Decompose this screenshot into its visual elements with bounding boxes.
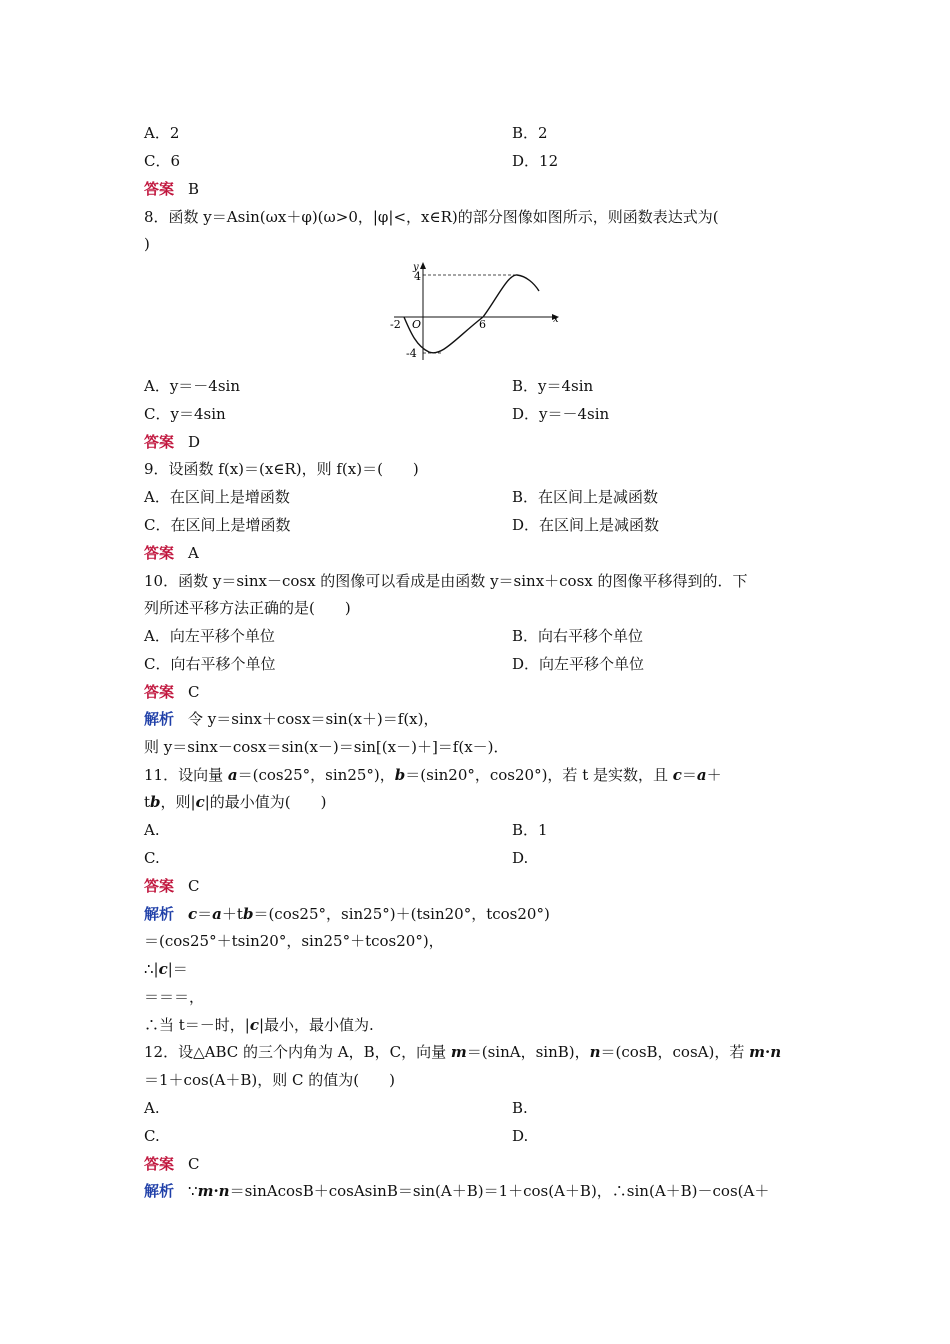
q8-sine-graph — [384, 258, 564, 368]
vector-n: n — [589, 1043, 601, 1061]
q10-analysis-line2: 则 y＝sinx－cosx＝sin(x－)＝sin[(x－)＋]＝f(x－)． — [144, 738, 509, 756]
q8-stem-line2: ) — [144, 235, 150, 253]
analysis-text: |＝ — [167, 960, 188, 978]
vector-c: c — [249, 1016, 259, 1034]
stem-text: ＋ — [706, 766, 722, 784]
stem-text: 11．设向量 — [144, 766, 228, 784]
analysis-text: ∴| — [144, 960, 159, 978]
vector-a: a — [212, 905, 222, 923]
analysis-label: 解析 — [144, 1182, 175, 1200]
answer-label: 答案 — [144, 433, 175, 451]
vector-m: m — [197, 1182, 214, 1200]
vector-b: b — [242, 905, 254, 923]
vector-m: m — [450, 1043, 467, 1061]
q10-stem-line1: 10．函数 y＝sinx－cosx 的图像可以看成是由函数 y＝sinx＋cosx 的图像平移得到的．下 — [144, 572, 748, 590]
q11-stem-line2 — [144, 792, 327, 812]
sine-curve — [404, 275, 539, 353]
vector-c: c — [195, 793, 205, 811]
q7-option-c: C．6 — [144, 152, 181, 170]
vector-b: b — [394, 766, 406, 784]
analysis-text: ＝ — [197, 905, 213, 923]
q7-option-d: D．12 — [512, 152, 559, 170]
q12-option-b: B. — [512, 1099, 528, 1117]
q11-option-a: A. — [144, 821, 160, 839]
stem-text: ＝(cos25°，sin25°)， — [237, 766, 395, 784]
vector-n: n — [770, 1043, 782, 1061]
tick-x-left: -2 — [390, 318, 401, 331]
q7-answer-line — [144, 179, 199, 199]
answer-label: 答案 — [144, 683, 175, 701]
y-axis-arrow — [420, 262, 426, 269]
q11-option-c: C. — [144, 849, 160, 867]
stem-text: t — [144, 793, 151, 811]
analysis-text: 令 y＝sinx＋cosx＝sin(x＋)＝f(x)， — [188, 710, 439, 728]
q12-option-a: A. — [144, 1099, 160, 1117]
x-axis-label: x — [553, 314, 559, 325]
stem-text: ＝(sinA，sinB)， — [466, 1043, 590, 1061]
q12-analysis-line1 — [144, 1181, 769, 1201]
vector-b: b — [150, 793, 161, 811]
vector-c: c — [188, 905, 198, 923]
answer-value: A — [188, 544, 199, 562]
stem-text: 12．设△ABC 的三个内角为 A，B，C，向量 — [144, 1043, 451, 1061]
y-axis-label: y — [413, 262, 419, 273]
analysis-label: 解析 — [144, 710, 175, 728]
origin-label: O — [412, 318, 422, 331]
q7-option-a: A．2 — [144, 124, 180, 142]
q11-analysis-line4: ＝＝＝， — [144, 988, 205, 1006]
q11-answer-line — [144, 876, 200, 896]
tick-y-bottom: -4 — [406, 347, 417, 360]
analysis-text: ∵ — [188, 1182, 198, 1200]
q9-option-b: B．在区间上是减函数 — [512, 488, 659, 506]
q9-stem: 9．设函数 f(x)＝(x∈R)，则 f(x)＝( ) — [144, 460, 419, 478]
q8-answer-line — [144, 432, 200, 452]
stem-text: ＝(sin20°，cos20°)，若 t 是实数，且 — [405, 766, 673, 784]
q11-analysis-line1 — [144, 904, 550, 924]
q11-option-b: B．1 — [512, 821, 548, 839]
analysis-text: ＝sinAcosB＋cosAsinB＝sin(A＋B)＝1＋cos(A＋B)，∴sin(A＋B)－cos(A＋ — [229, 1182, 770, 1200]
answer-value: D — [188, 433, 201, 451]
q10-option-d: D．向左平移个单位 — [512, 655, 645, 673]
stem-text: ＝ — [681, 766, 697, 784]
analysis-text: ＋t — [221, 905, 243, 923]
q12-option-c: C. — [144, 1127, 160, 1145]
stem-text: ＝(cosB，cosA)，若 — [600, 1043, 750, 1061]
q11-analysis-line3 — [144, 959, 188, 979]
vector-m: m — [749, 1043, 765, 1061]
q12-stem-line1 — [144, 1042, 781, 1062]
answer-value: C — [188, 1155, 200, 1173]
vector-c: c — [672, 766, 682, 784]
analysis-text: ∴当 t＝－时，| — [144, 1016, 250, 1034]
dot-operator: · — [213, 1182, 219, 1200]
vector-a: a — [696, 766, 707, 784]
q11-option-d: D. — [512, 849, 529, 867]
q10-analysis-line1 — [144, 709, 439, 729]
stem-text: ，则| — [160, 793, 196, 811]
vector-c: c — [158, 960, 168, 978]
answer-label: 答案 — [144, 877, 175, 895]
q9-answer-line — [144, 543, 199, 563]
analysis-label: 解析 — [144, 905, 175, 923]
q10-option-a: A．向左平移个单位 — [144, 627, 275, 645]
q10-option-c: C．向右平移个单位 — [144, 655, 276, 673]
stem-text: |的最小值为( ) — [204, 793, 327, 811]
q11-analysis-line2: ＝(cos25°＋tsin20°，sin25°＋tcos20°)， — [144, 932, 444, 950]
q12-option-d: D. — [512, 1127, 529, 1145]
q7-option-b: B．2 — [512, 124, 548, 142]
q10-option-b: B．向右平移个单位 — [512, 627, 644, 645]
q12-stem-line2: ＝1＋cos(A＋B)，则 C 的值为( ) — [144, 1071, 395, 1089]
analysis-text: |最小，最小值为. — [259, 1016, 374, 1034]
q8-option-d: D．y＝－4sin — [512, 405, 610, 423]
answer-value: C — [188, 877, 200, 895]
vector-n: n — [218, 1182, 230, 1200]
q8-option-a: A．y＝－4sin — [144, 377, 241, 395]
answer-label: 答案 — [144, 180, 175, 198]
dot-operator: · — [765, 1043, 771, 1061]
answer-label: 答案 — [144, 1155, 175, 1173]
q8-option-c: C．y＝4sin — [144, 405, 226, 423]
vector-a: a — [227, 766, 238, 784]
q10-stem-line2: 列所述平移方法正确的是( ) — [144, 599, 351, 617]
q12-answer-line — [144, 1154, 200, 1174]
tick-x-right: 6 — [479, 318, 486, 331]
analysis-text: ＝(cos25°，sin25°)＋(tsin20°，tcos20°) — [253, 905, 550, 923]
answer-value: C — [188, 683, 200, 701]
tick-y-top: 4 — [414, 270, 421, 283]
q8-stem-line1: 8．函数 y＝Asin(ωx＋φ)(ω>0，|φ|<，x∈R)的部分图像如图所示，则函数表达式为( — [144, 208, 719, 226]
q9-option-c: C．在区间上是增函数 — [144, 516, 291, 534]
answer-label: 答案 — [144, 544, 175, 562]
q9-option-a: A．在区间上是增函数 — [144, 488, 290, 506]
q11-analysis-line5 — [144, 1015, 374, 1035]
q9-option-d: D．在区间上是减函数 — [512, 516, 660, 534]
q10-answer-line — [144, 682, 200, 702]
answer-value: B — [188, 180, 200, 198]
q11-stem-line1 — [144, 765, 722, 785]
q8-option-b: B．y＝4sin — [512, 377, 594, 395]
